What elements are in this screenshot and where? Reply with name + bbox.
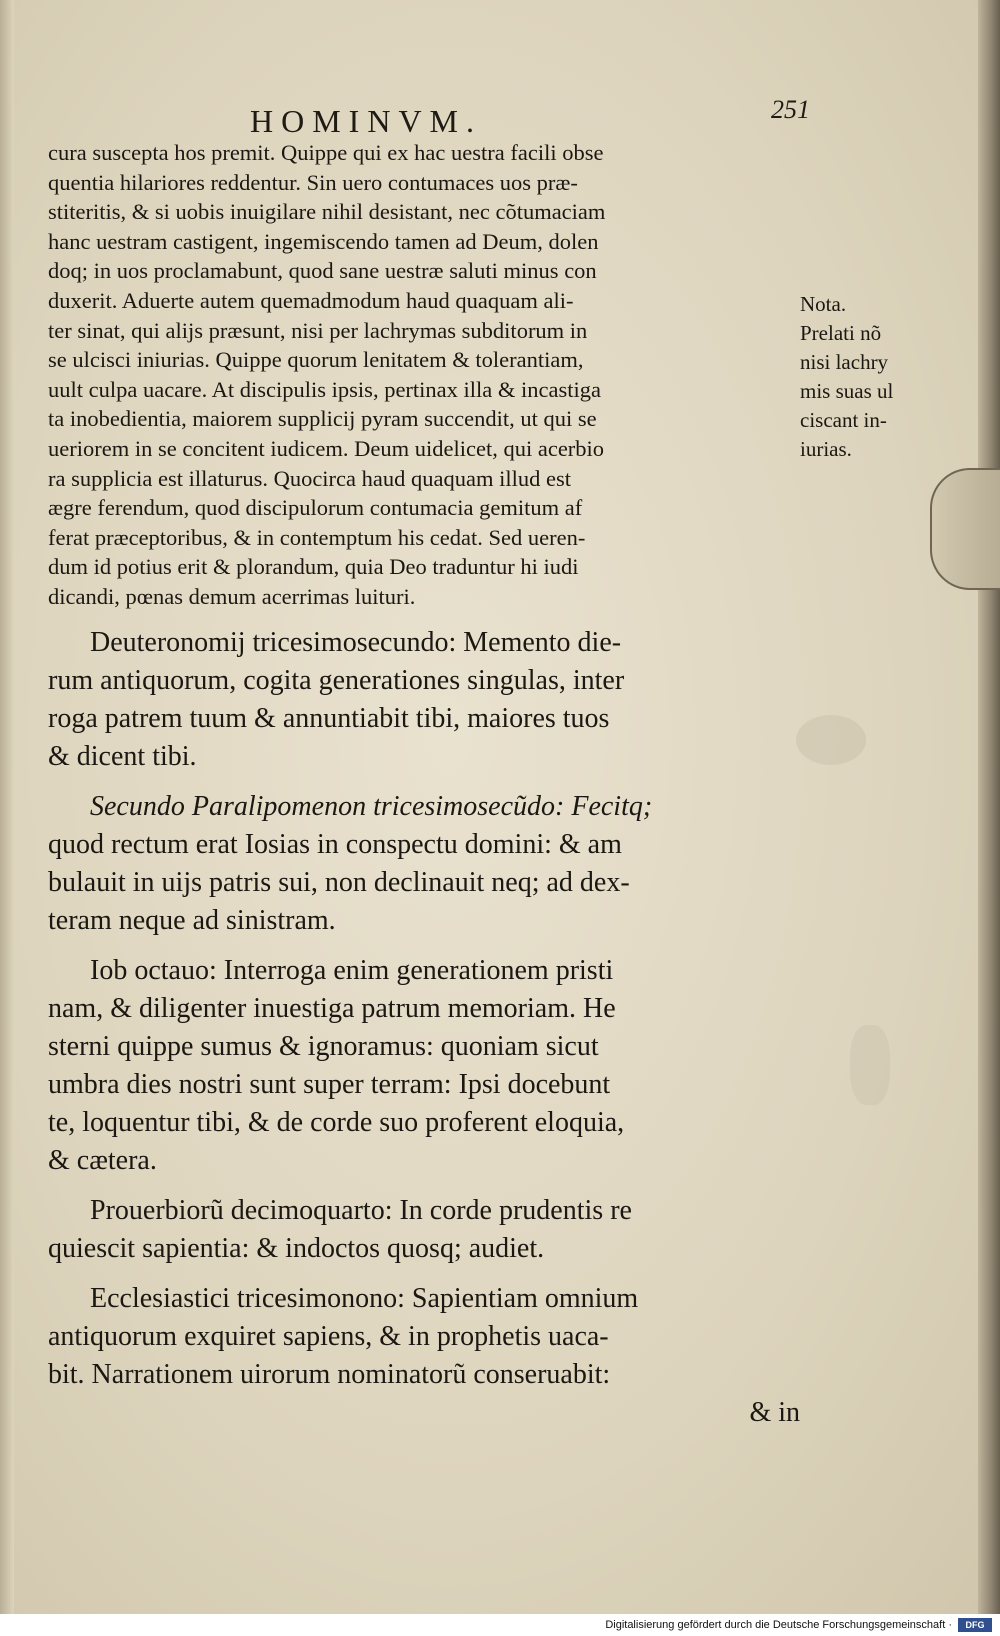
text-line: se ulcisci iniurias. Quippe quorum lenitatem & tolerantiam, xyxy=(48,347,584,373)
text-line: ra supplicia est illaturus. Quocirca haud quaquam illud est xyxy=(48,465,571,491)
paragraph-deuteronomy xyxy=(48,624,808,776)
text-line: ta inobedientia, maiorem supplicij pyram succendit, ut qui se xyxy=(48,406,597,432)
text-line: te, loquentur tibi, & de corde suo proferent eloquia, xyxy=(48,1106,625,1138)
paragraph-job xyxy=(48,952,808,1180)
margin-note-line: ciscant in- xyxy=(800,408,887,432)
text-line: Iob octauo: Interroga enim generationem pristi xyxy=(90,954,614,986)
text-line: rum antiquorum, cogita generationes singulas, inter xyxy=(48,664,625,696)
page-number: 251 xyxy=(771,95,810,124)
bleed-through-stain xyxy=(850,1025,890,1105)
margin-note-line: Prelati nõ xyxy=(800,321,882,345)
bleed-through-stain xyxy=(796,715,866,765)
text-line: dum id potius erit & plorandum, quia Deo traduntur hi iudi xyxy=(48,554,579,580)
page-gutter xyxy=(0,0,14,1636)
text-line: nam, & diligenter inuestiga patrum memoriam. He xyxy=(48,992,616,1024)
catchword: & in xyxy=(749,1396,800,1428)
text-line: teram neque ad sinistram. xyxy=(48,904,336,936)
paragraph-commentary xyxy=(48,138,808,612)
text-line: cura suscepta hos premit. Quippe qui ex hac uestra facili obse xyxy=(48,140,604,165)
text-line: sterni quippe sumus & ignoramus: quoniam sicut xyxy=(48,1030,599,1062)
text-line: duxerit. Aduerte autem quemadmodum haud quaquam ali- xyxy=(48,287,574,313)
text-line: dicandi, pœnas demum acerrimas luituri. xyxy=(48,583,416,609)
text-line: hanc uestram castigent, ingemiscendo tamen ad Deum, dolen xyxy=(48,228,599,254)
running-head: HOMINVM. xyxy=(250,103,482,139)
text-line: quentia hilariores reddentur. Sin uero contumaces uos præ- xyxy=(48,169,578,195)
page-edge xyxy=(978,0,1000,1636)
paragraph-proverbs xyxy=(48,1192,808,1268)
margin-note-line: mis suas ul xyxy=(800,379,894,403)
text-line: ter sinat, qui alijs præsunt, nisi per lachrymas subditorum in xyxy=(48,317,588,343)
book-clasp-tab xyxy=(930,468,1000,590)
page-header xyxy=(250,95,810,143)
text-line: bulauit in uijs patris sui, non declinauit neq; ad dex- xyxy=(48,866,630,898)
text-line: & dicent tibi. xyxy=(48,740,197,772)
paragraph-paralipomenon xyxy=(48,788,808,940)
footer-credit: Digitalisierung gefördert durch die Deutsche Forschungsgemeinschaft · xyxy=(605,1619,952,1631)
text-line: roga patrem tuum & annuntiabit tibi, maiores tuos xyxy=(48,702,610,734)
text-line: ferat præceptoribus, & in contemptum his cedat. Sed ueren- xyxy=(48,524,586,550)
digitization-footer xyxy=(0,1614,1000,1636)
text-line: Prouerbiorũ decimoquarto: In corde prudentis re xyxy=(90,1194,632,1226)
margin-note xyxy=(800,290,910,464)
text-line: doq; in uos proclamabunt, quod sane uestræ saluti minus con xyxy=(48,258,597,284)
paragraph-ecclesiasticus xyxy=(48,1280,808,1394)
text-line: Deuteronomij tricesimosecundo: Memento die- xyxy=(90,626,622,658)
text-line: Secundo Paralipomenon tricesimosecũdo: Fecitq; xyxy=(90,790,653,822)
text-line: quod rectum erat Iosias in conspectu domini: & am xyxy=(48,828,622,860)
text-block xyxy=(48,138,808,1432)
text-line: antiquorum exquiret sapiens, & in prophetis uaca- xyxy=(48,1320,609,1352)
text-line: bit. Narrationem uirorum nominatorũ conseruabit: xyxy=(48,1358,611,1390)
text-line: uult culpa uacare. At discipulis ipsis, pertinax illa & incastiga xyxy=(48,376,601,402)
margin-note-line: Nota. xyxy=(800,292,847,316)
text-line: umbra dies nostri sunt super terram: Ipsi docebunt xyxy=(48,1068,611,1100)
dfg-logo: DFG xyxy=(958,1618,992,1632)
text-line: & cætera. xyxy=(48,1144,157,1176)
text-line: ægre ferendum, quod discipulorum contumacia gemitum af xyxy=(48,495,583,521)
margin-note-line: nisi lachry xyxy=(800,350,889,374)
margin-note-line: iurias. xyxy=(800,437,852,461)
text-line: quiescit sapientia: & indoctos quosq; audiet. xyxy=(48,1232,545,1264)
text-line: stiteritis, & si uobis inuigilare nihil desistant, nec cõtumaciam xyxy=(48,199,606,225)
text-line: ueriorem in se concitent iudicem. Deum uidelicet, qui acerbio xyxy=(48,435,605,461)
text-line: Ecclesiastici tricesimonono: Sapientiam omnium xyxy=(90,1282,639,1314)
